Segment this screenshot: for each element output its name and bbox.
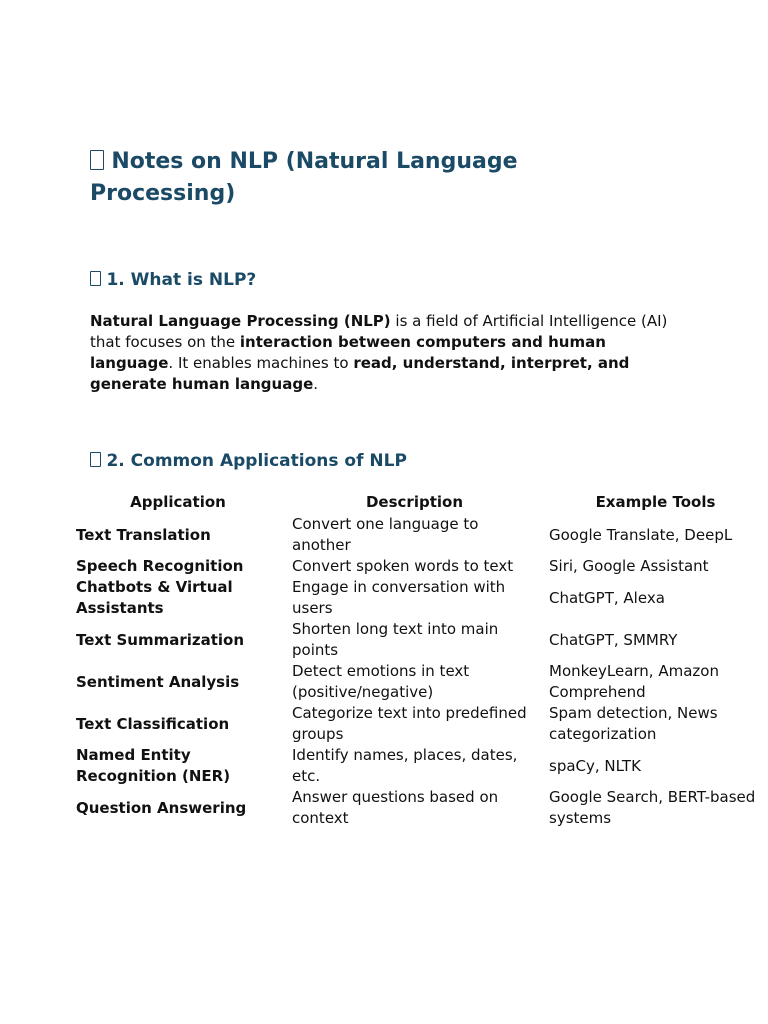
application-cell: Question Answering [76,798,247,817]
section-icon [90,271,101,286]
application-cell: Text Classification [76,714,230,733]
column-header-application: Application [130,493,226,511]
table-row [70,703,768,745]
page-title [90,146,610,210]
section-heading-text: 1. What is NLP? [106,270,257,290]
description-cell: Convert one language to another [292,515,479,554]
tools-cell: Google Translate, DeepL [549,525,733,544]
nlp-definition-paragraph [90,311,690,395]
tools-cell: Google Search, BERT-based systems [549,788,756,827]
application-cell: Chatbots & Virtual Assistants [76,578,233,617]
paragraph-emphasis: read, understand, interpret, and generate human language [90,354,630,393]
column-header-description: Description [365,493,464,511]
table-row [70,787,768,829]
section-heading-applications [90,450,407,472]
table-row [70,577,768,619]
table-row [70,556,768,577]
tools-cell: spaCy, NLTK [549,756,641,775]
table-header-row [70,491,768,514]
tools-cell: ChatGPT, SMMRY [549,630,678,649]
application-cell: Speech Recognition [76,557,244,575]
description-cell: Detect emotions in text (positive/negative) [292,662,470,701]
description-cell: Categorize text into predefined groups [292,704,527,743]
description-cell: Identify names, places, dates, etc. [292,746,518,785]
nlp-term: Natural Language Processing (NLP) [90,312,391,330]
application-cell: Text Translation [76,525,211,544]
applications-table [70,491,768,829]
tools-cell: Siri, Google Assistant [549,557,709,575]
description-cell: Engage in conversation with users [292,578,506,617]
paragraph-emphasis: interaction between computers and human language [90,333,606,372]
column-header-example-tools: Example Tools [595,493,716,511]
section-heading-what-is-nlp [90,269,256,291]
section-icon [90,452,101,467]
application-cell: Text Summarization [76,630,245,649]
application-cell: Sentiment Analysis [76,672,240,691]
table-row [70,619,768,661]
tools-cell: ChatGPT, Alexa [549,588,665,607]
application-cell: Named Entity Recognition (NER) [76,746,231,785]
description-cell: Answer questions based on context [292,788,499,827]
paragraph-text: . It enables machines to [168,354,354,372]
description-cell: Convert spoken words to text [292,557,514,575]
page-title-text: Notes on NLP (Natural Language Processing) [90,149,518,206]
table-row [70,661,768,703]
tools-cell: MonkeyLearn, Amazon Comprehend [549,662,719,701]
table-row [70,514,768,556]
notebook-icon [90,150,104,170]
description-cell: Shorten long text into main points [292,620,499,659]
paragraph-text: is a field of Artificial Intelligence (AI) that focuses on the [90,312,668,351]
tools-cell: Spam detection, News categorization [549,704,718,743]
section-heading-text: 2. Common Applications of NLP [106,451,407,471]
paragraph-text: . [313,375,319,393]
table-row [70,745,768,787]
